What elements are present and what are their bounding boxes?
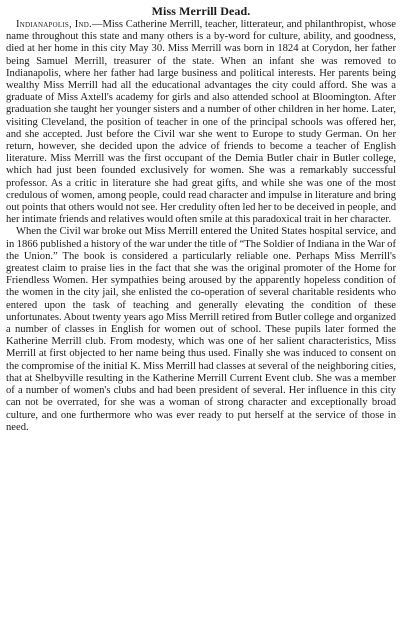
article-headline: Miss Merrill Dead. <box>151 4 251 18</box>
article-paragraph-2-text: When the Civil war broke out Miss Merrill entered the United States hospital service, and in 1866 published a history of the war under the title of “The Soldier of Indiana in the War of the Union.” The book is considered a particularly reliable one. Perhaps Miss Merrill's greatest claim to praise lies in the fact that she was the original promoter of the Home for Friendless Women. Her sympathies being aroused by the apparently hopeless condition of the women in the city jail, she enlisted the co-operation of several charitable residents who entered upon the task of teaching and generally elevating the condition of these unfortunates. About twenty years ago Miss Merrill retired from Butler college and organized a number of classes in English for women out of school. These pupils later formed the Katherine Merrill club. From modesty, which was one of her salient characteristics, Miss Merrill at first objected to her name being thus used. Finally she was induced to consent on the compromise of the initial K. Miss Merrill had classes at several of the neighboring cities, that at Shelbyville resulting in the Katherine Merrill Current Event club. She was a member of a number of women's clubs and had been president of several. Her influence in this city can not be overrated, for she was a woman of strong character and exceptionally broad culture, and one furthermore who was ever ready to put herself at the service of those in need. <box>6 226 396 433</box>
article-body <box>6 19 396 434</box>
article-paragraph-1 <box>6 19 396 226</box>
article-paragraph-1-text: —Miss Catherine Merrill, teacher, litterateur, and philanthropist, whose name throughout this state and many others is a by-word for culture, ability, and goodness, died at her home in this city May 30. Miss Merrill was born in 1824 at Corydon, her father being Samuel Merrill, treasurer of the state. When an infant she was removed to Indianapolis, where her father had large business and political interests. Her parents being wealthy Miss Merrill had all the educational advantages the city could afford. She was a graduate of Miss Axtell's academy for girls and also attended school at Bloomington. After graduation she taught her younger sisters and a number of other children in her home. Later, visiting Cleveland, the position of teacher in one of the principal schools was offered her, and she accepted. Just before the Civil war she went to Europe to study German. On her return, however, she decided upon the advice of friends to become a teacher of English literature. Miss Merrill was the first occupant of the Demia Butler chair in Butler college, which had just been founded exclusively for women. She was a remarkably successful professor. As a critic in literature she had great gifts, and while she was one of the most credulous of women, among people, could read character and impulse in literature and bring out points that others would not see. Her credulity often led her to be deceived in people, and her intimate friends and relatives would often smile at this paradoxical trait in her character. <box>6 19 396 226</box>
article-paragraph-2 <box>6 226 396 433</box>
article-dateline: Indianapolis, Ind. <box>16 19 92 30</box>
